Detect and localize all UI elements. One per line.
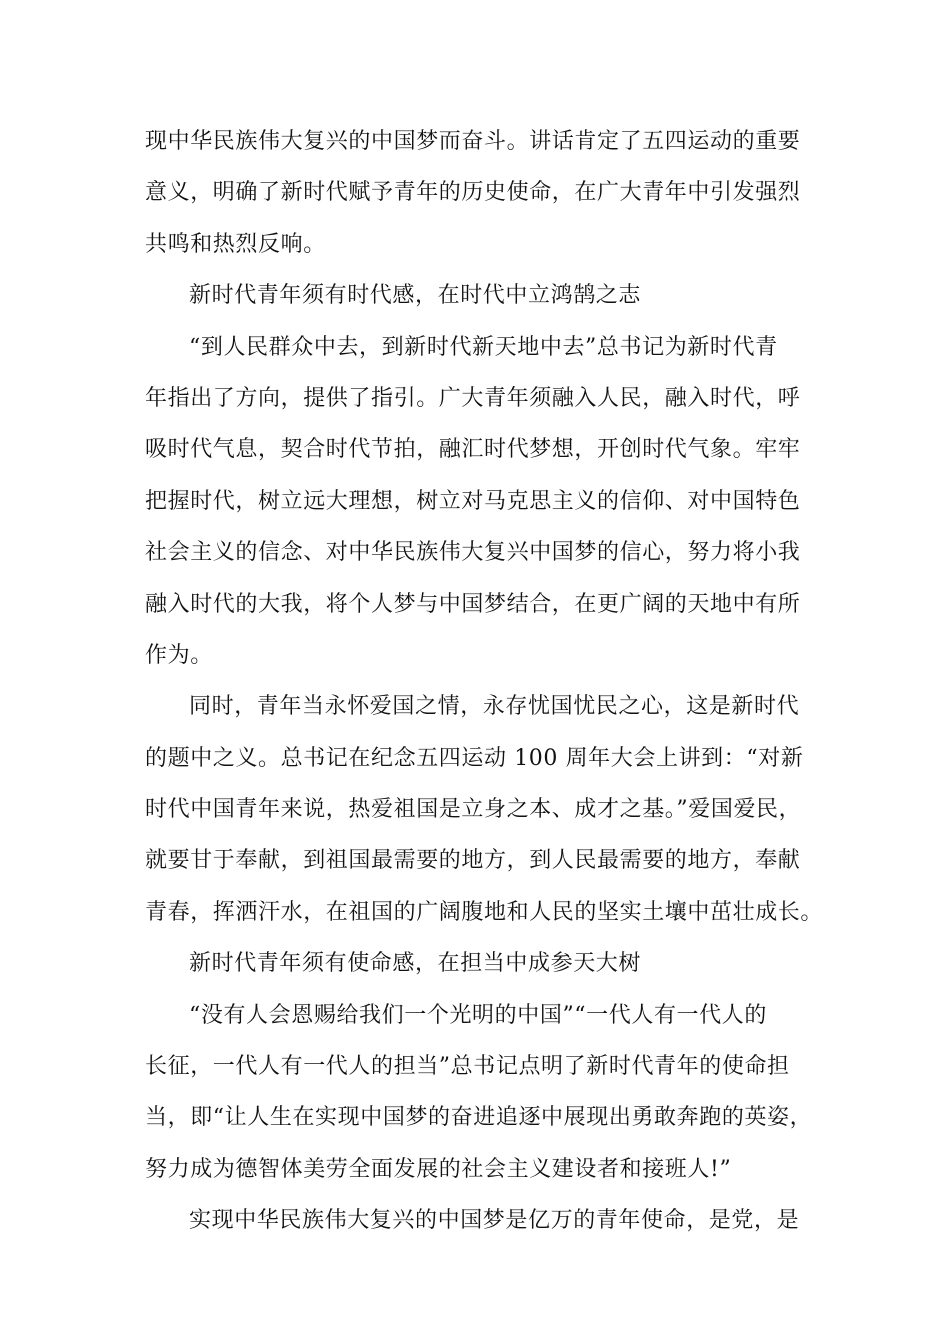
paragraph-1 <box>145 116 810 270</box>
text-line: 实现中华民族伟大复兴的中国梦是亿万的青年使命，是党，是 <box>189 1208 800 1234</box>
text-line: 当，即“让人生在实现中国梦的奋进追逐中展现出勇敢奔跑的英姿， <box>145 1105 813 1131</box>
text-line: 就要甘于奉献，到祖国最需要的地方，到人民最需要的地方，奉献 <box>145 848 801 874</box>
text-line: 意义，明确了新时代赋予青年的历史使命，在广大青年中引发强烈 <box>145 180 801 206</box>
section-heading-2 <box>145 938 810 989</box>
text-line: 长征，一代人有一代人的担当”总书记点明了新时代青年的使命担 <box>145 1054 790 1080</box>
text-line: “到人民群众中去，到新时代新天地中去”总书记为新时代青 <box>189 334 778 360</box>
text-line: 同时，青年当永怀爱国之情，永存忧国忧民之心，这是新时代 <box>189 694 800 720</box>
text-line: 现中华民族伟大复兴的中国梦而奋斗。讲话肯定了五四运动的重要 <box>145 129 801 154</box>
text-line: 的题中之义。总书记在纪念五四运动 100 周年大会上讲到：“对新 <box>145 745 804 771</box>
text-line: 时代中国青年来说，热爱祖国是立身之本、成才之基。”爱国爱民， <box>145 797 802 823</box>
text-line: 作为。 <box>145 642 213 668</box>
paragraph-5 <box>145 1195 810 1246</box>
text-line: 青春，挥洒汗水，在祖国的广阔腹地和人民的坚实土壤中茁壮成长。 <box>145 899 824 925</box>
section-heading-text: 新时代青年须有时代感，在时代中立鸿鹄之志 <box>189 283 642 309</box>
text-line: 把握时代，树立远大理想，树立对马克思主义的信仰、对中国特色 <box>145 488 801 514</box>
section-heading-1 <box>145 270 810 321</box>
section-heading-text: 新时代青年须有使命感，在担当中成参天大树 <box>189 951 642 977</box>
text-line: 融入时代的大我，将个人梦与中国梦结合，在更广阔的天地中有所 <box>145 591 801 617</box>
text-line: 社会主义的信念、对中华民族伟大复兴中国梦的信心，努力将小我 <box>145 540 801 566</box>
text-line: 共鸣和热烈反响。 <box>145 231 326 257</box>
document-body <box>145 116 824 1247</box>
text-line: 吸时代气息，契合时代节拍，融汇时代梦想，开创时代气象。牢牢 <box>145 437 801 463</box>
paragraph-3 <box>145 681 824 938</box>
paragraph-4 <box>145 990 813 1196</box>
text-line: 努力成为德智体美劳全面发展的社会主义建设者和接班人!” <box>145 1156 732 1182</box>
text-line: 年指出了方向，提供了指引。广大青年须融入人民，融入时代，呼 <box>145 385 801 411</box>
paragraph-2 <box>145 322 810 682</box>
text-line: “没有人会恩赐给我们一个光明的中国”“一代人有一代人的 <box>189 1002 767 1028</box>
